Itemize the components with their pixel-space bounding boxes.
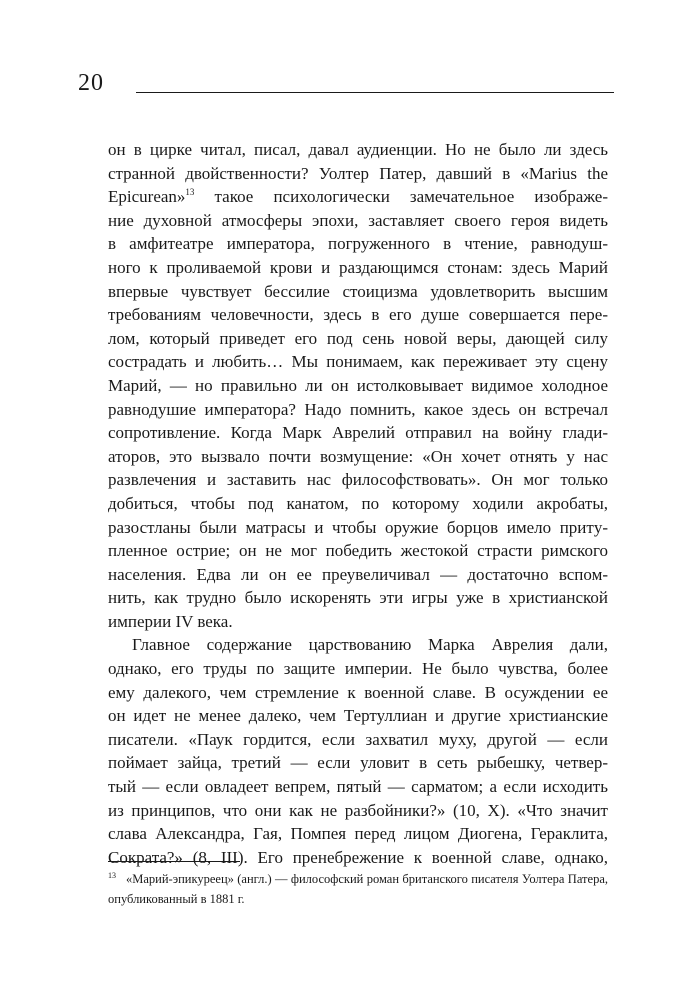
footnote [108, 866, 608, 909]
text-line: он идет не менее далеко, чем Тертуллиан и другие христианские [108, 706, 608, 726]
footnote-text: «Марий-эпикуреец» (англ.) — философский роман британского писателя Уолтера Патера, [126, 872, 608, 886]
footnote-line [108, 866, 608, 889]
text-line: сопротивление. Когда Марк Аврелий отправил на войну глади- [108, 423, 608, 443]
text-line: империи IV века. [108, 611, 233, 631]
text-line: развлечения и заставить нас философствовать». Он мог только [108, 470, 608, 490]
text-line: Сократа?» (8, III). Его пренебрежение к военной славе, однако, [108, 847, 608, 867]
text-line: ние духовной атмосферы эпохи, заставляет своего героя видеть [108, 210, 608, 230]
text-line: аторов, это вызвало почти возмущение: «Он хочет отнять у нас [108, 446, 608, 466]
text-line: из принципов, что они как не разбойники?» (10, X). «Что значит [108, 800, 608, 820]
text-line: населения. Едва ли он ее преувеличивал — достаточно вспом- [108, 564, 608, 584]
text-line: ему далекого, чем стремление к военной славе. В осуждении ее [108, 682, 608, 702]
footnote-rule [108, 861, 240, 862]
text-fragment: Epicurean» [108, 187, 186, 207]
text-line: добиться, чтобы под канатом, по которому ходили акробаты, [108, 493, 608, 513]
text-line: нить, как трудно было искоренять эти игры уже в христианской [108, 588, 608, 608]
text-line: в амфитеатре императора, погруженного в чтение, равнодуш- [108, 234, 608, 254]
footnote-number: 13 [108, 871, 116, 880]
footnote-line: опубликованный в 1881 г. [108, 892, 245, 906]
body-text [108, 138, 608, 869]
text-line: Марий, — но правильно ли он истолковывает видимое холодное [108, 375, 608, 395]
text-line: поймает зайца, третий — если уловит в сеть рыбешку, четвер- [108, 753, 608, 773]
footnote-reference: 13 [185, 187, 195, 198]
text-fragment: такое психологически замечательное изображе- [214, 187, 609, 207]
text-line: впервые чувствует бессилие стоицизма удовлетворить высшим [108, 281, 608, 301]
text-line: странной двойственности? Уолтер Патер, давший в «Marius the [108, 163, 608, 183]
text-line: он в цирке читал, писал, давал аудиенции. Но не было ли здесь [108, 140, 608, 159]
text-line: слава Александра, Гая, Помпея перед лицом Диогена, Гераклита, [108, 824, 608, 844]
text-line: ного к проливаемой крови и раздающимся стонам: здесь Марий [108, 257, 608, 277]
text-line [108, 185, 608, 209]
text-line: равнодушие императора? Надо помнить, какое здесь он встречал [108, 399, 608, 419]
page-number: 20 [78, 70, 104, 96]
header-rule [136, 92, 614, 93]
text-line: сострадать и любить… Мы понимаем, как переживает эту сцену [108, 352, 608, 372]
text-line: тый — если овладеет вепрем, пятый — сарматом; а если исходить [108, 777, 608, 797]
text-line: лом, который приведет его под сень новой веры, дающей силу [108, 328, 608, 348]
text-line: требованиям человечности, здесь в его душе совершается пере- [108, 305, 608, 325]
text-line: пленное острие; он не мог победить жестокой страсти римского [108, 541, 608, 561]
text-line: Главное содержание царствованию Марка Аврелия дали, [132, 635, 608, 655]
text-line: писатели. «Паук гордится, если захватил муху, другой — если [108, 729, 608, 749]
text-line: разостланы были матрасы и чтобы оружие борцов имело притy- [108, 517, 608, 537]
text-line: однако, его труды по защите империи. Не было чувства, более [108, 659, 608, 679]
